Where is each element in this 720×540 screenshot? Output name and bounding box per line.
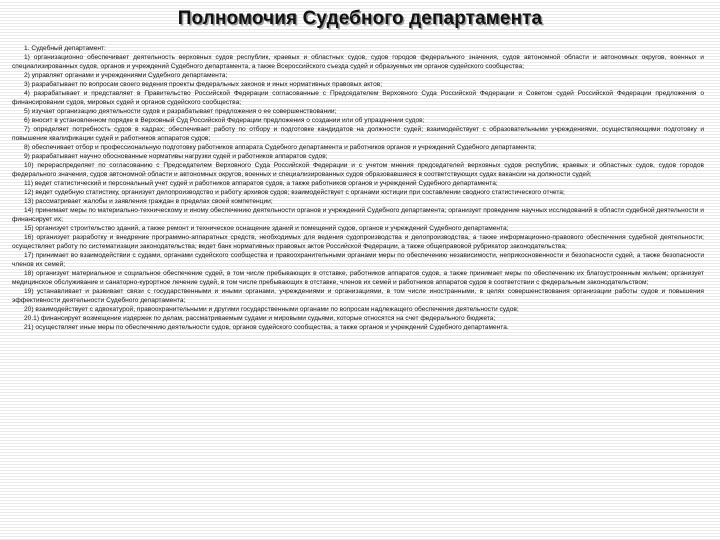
paragraph-item-21: 21) осуществляет иные меры по обеспечению деятельности судов, органов судейского сообщества, а также органов и учреждений Судебного департамента.: [24, 324, 509, 331]
paragraph-item-1: 1) организационно обеспечивает деятельность верховных судов республик, краевых и областных судов, судов городов федерального значения, судов автономной области и автономных округов, военных и специализированных судов, органов и учреждений Судебного департамента, а также Всероссийского съезда судей и образуемых им органов судейского сообщества;: [12, 54, 704, 70]
page-title: Полномочия Судебного департамента: [177, 8, 543, 29]
paragraph-item-2: 2) управляет органами и учреждениями Судебного департамента;: [24, 72, 228, 79]
paragraph-item-16: 16) организует разработку и внедрение программно-аппаратных средств, необходимых для ведения судопроизводства и делопроизводства, а также информационно-правового обеспечения судебной деятельности; осуществляет работу по систематизации законодательства; ведет банк нормативных правовых актов Российской Федерации, а также общеправовой рубрикатор законодательства;: [12, 234, 704, 250]
paragraph-item-5: 5) изучает организацию деятельности судов и разрабатывает предложения о ее совершенствовании;: [24, 108, 337, 115]
paragraph-item-6: 6) вносит в установленном порядке в Верховный Суд Российской Федерации предложения о создании или об упразднении судов;: [24, 117, 425, 124]
paragraph-item-19: 19) устанавливает и развивает связи с государственными и иными органами, учреждениями и организациями, в том числе иностранными, в целях совершенствования организации работы судов и повышения эффективности деятельности Судебного департамента;: [12, 288, 704, 304]
paragraph-item-13: 13) рассматривает жалобы и заявления граждан в пределах своей компетенции;: [24, 198, 273, 205]
paragraph-item-10: 10) перераспределяет по согласованию с Председателем Верховного Суда Российской Федерации и с учетом мнения председателей верховных судов республик, краевых и областных судов, судов городов федерального значения, судов автономной области и автономных округов, военных и специализированных судов образовавшиеся в соответствующих судах вакансии на должности судей;: [12, 162, 704, 178]
paragraph-item-3: 3) разрабатывает по вопросам своего ведения проекты федеральных законов и иных нормативных правовых актов;: [24, 81, 383, 88]
paragraph-item-9: 9) разрабатывает научно обоснованные нормативы нагрузки судей и работников аппаратов судов;: [24, 153, 328, 160]
paragraph-item-20: 20) взаимодействует с адвокатурой, правоохранительными и другими государственными органами по вопросам надлежащего обеспечения деятельности судов;: [24, 306, 519, 313]
paragraph-item-15: 15) организует строительство зданий, а также ремонт и техническое оснащение зданий и помещений судов, органов и учреждений Судебного департамента;: [24, 225, 509, 232]
paragraph-item-18: 18) организует материальное и социальное обеспечение судей, в том числе пребывающих в отставке, работников аппаратов судов, а также принимает меры по обеспечению их благоустроенным жильем; организует медицинское обслуживание и санаторно-курортное лечение судей, в том числе пребывающих в отставке, членов их семей и работников аппаратов судов в соответствии с федеральным законодательством;: [12, 270, 704, 286]
paragraph-item-4: 4) разрабатывает и представляет в Правительство Российской Федерации согласованные с Председателем Верховного Суда Российской Федерации и Советом судей Российской Федерации предложения о финансировании судов, мировых судей и органов судейского сообщества;: [12, 90, 704, 106]
paragraph-item-20-1: 20.1) финансирует возмещение издержек по делам, рассматриваемым судами и мировыми судьями, которые относятся на счет федерального бюджета;: [24, 315, 496, 322]
paragraph-item-17: 17) принимает во взаимодействии с судами, органами судейского сообщества и правоохранительными органами меры по обеспечению независимости, неприкосновенности и безопасности судей, а также безопасности членов их семей;: [12, 252, 704, 268]
paragraph-item-14: 14) принимает меры по материально-техническому и иному обеспечению деятельности органов и учреждений Судебного департамента; организует проведение научных исследований в области судебной деятельности и финансирует их;: [12, 207, 704, 223]
paragraph-intro: 1. Судебный департамент:: [24, 45, 106, 52]
paragraph-item-12: 12) ведет судебную статистику, организует делопроизводство и работу архивов судов; взаимодействует с органами юстиции при составлении сводного статистического отчета;: [24, 189, 565, 196]
paragraph-item-7: 7) определяет потребность судов в кадрах; обеспечивает работу по отбору и подготовке кандидатов на должности судей; взаимодействует с образовательными учреждениями, осуществляющими подготовку и повышение квалификации судей и работников аппаратов судов;: [12, 126, 704, 142]
paragraph-item-11: 11) ведет статистический и персональный учет судей и работников аппаратов судов, а также работников органов и учреждений Судебного департамента;: [24, 180, 498, 187]
text-body: [12, 44, 704, 332]
paragraph-item-8: 8) обеспечивает отбор и профессиональную подготовку работников аппарата Судебного департамента и работников органов и учреждений Судебного департамента;: [24, 144, 537, 151]
